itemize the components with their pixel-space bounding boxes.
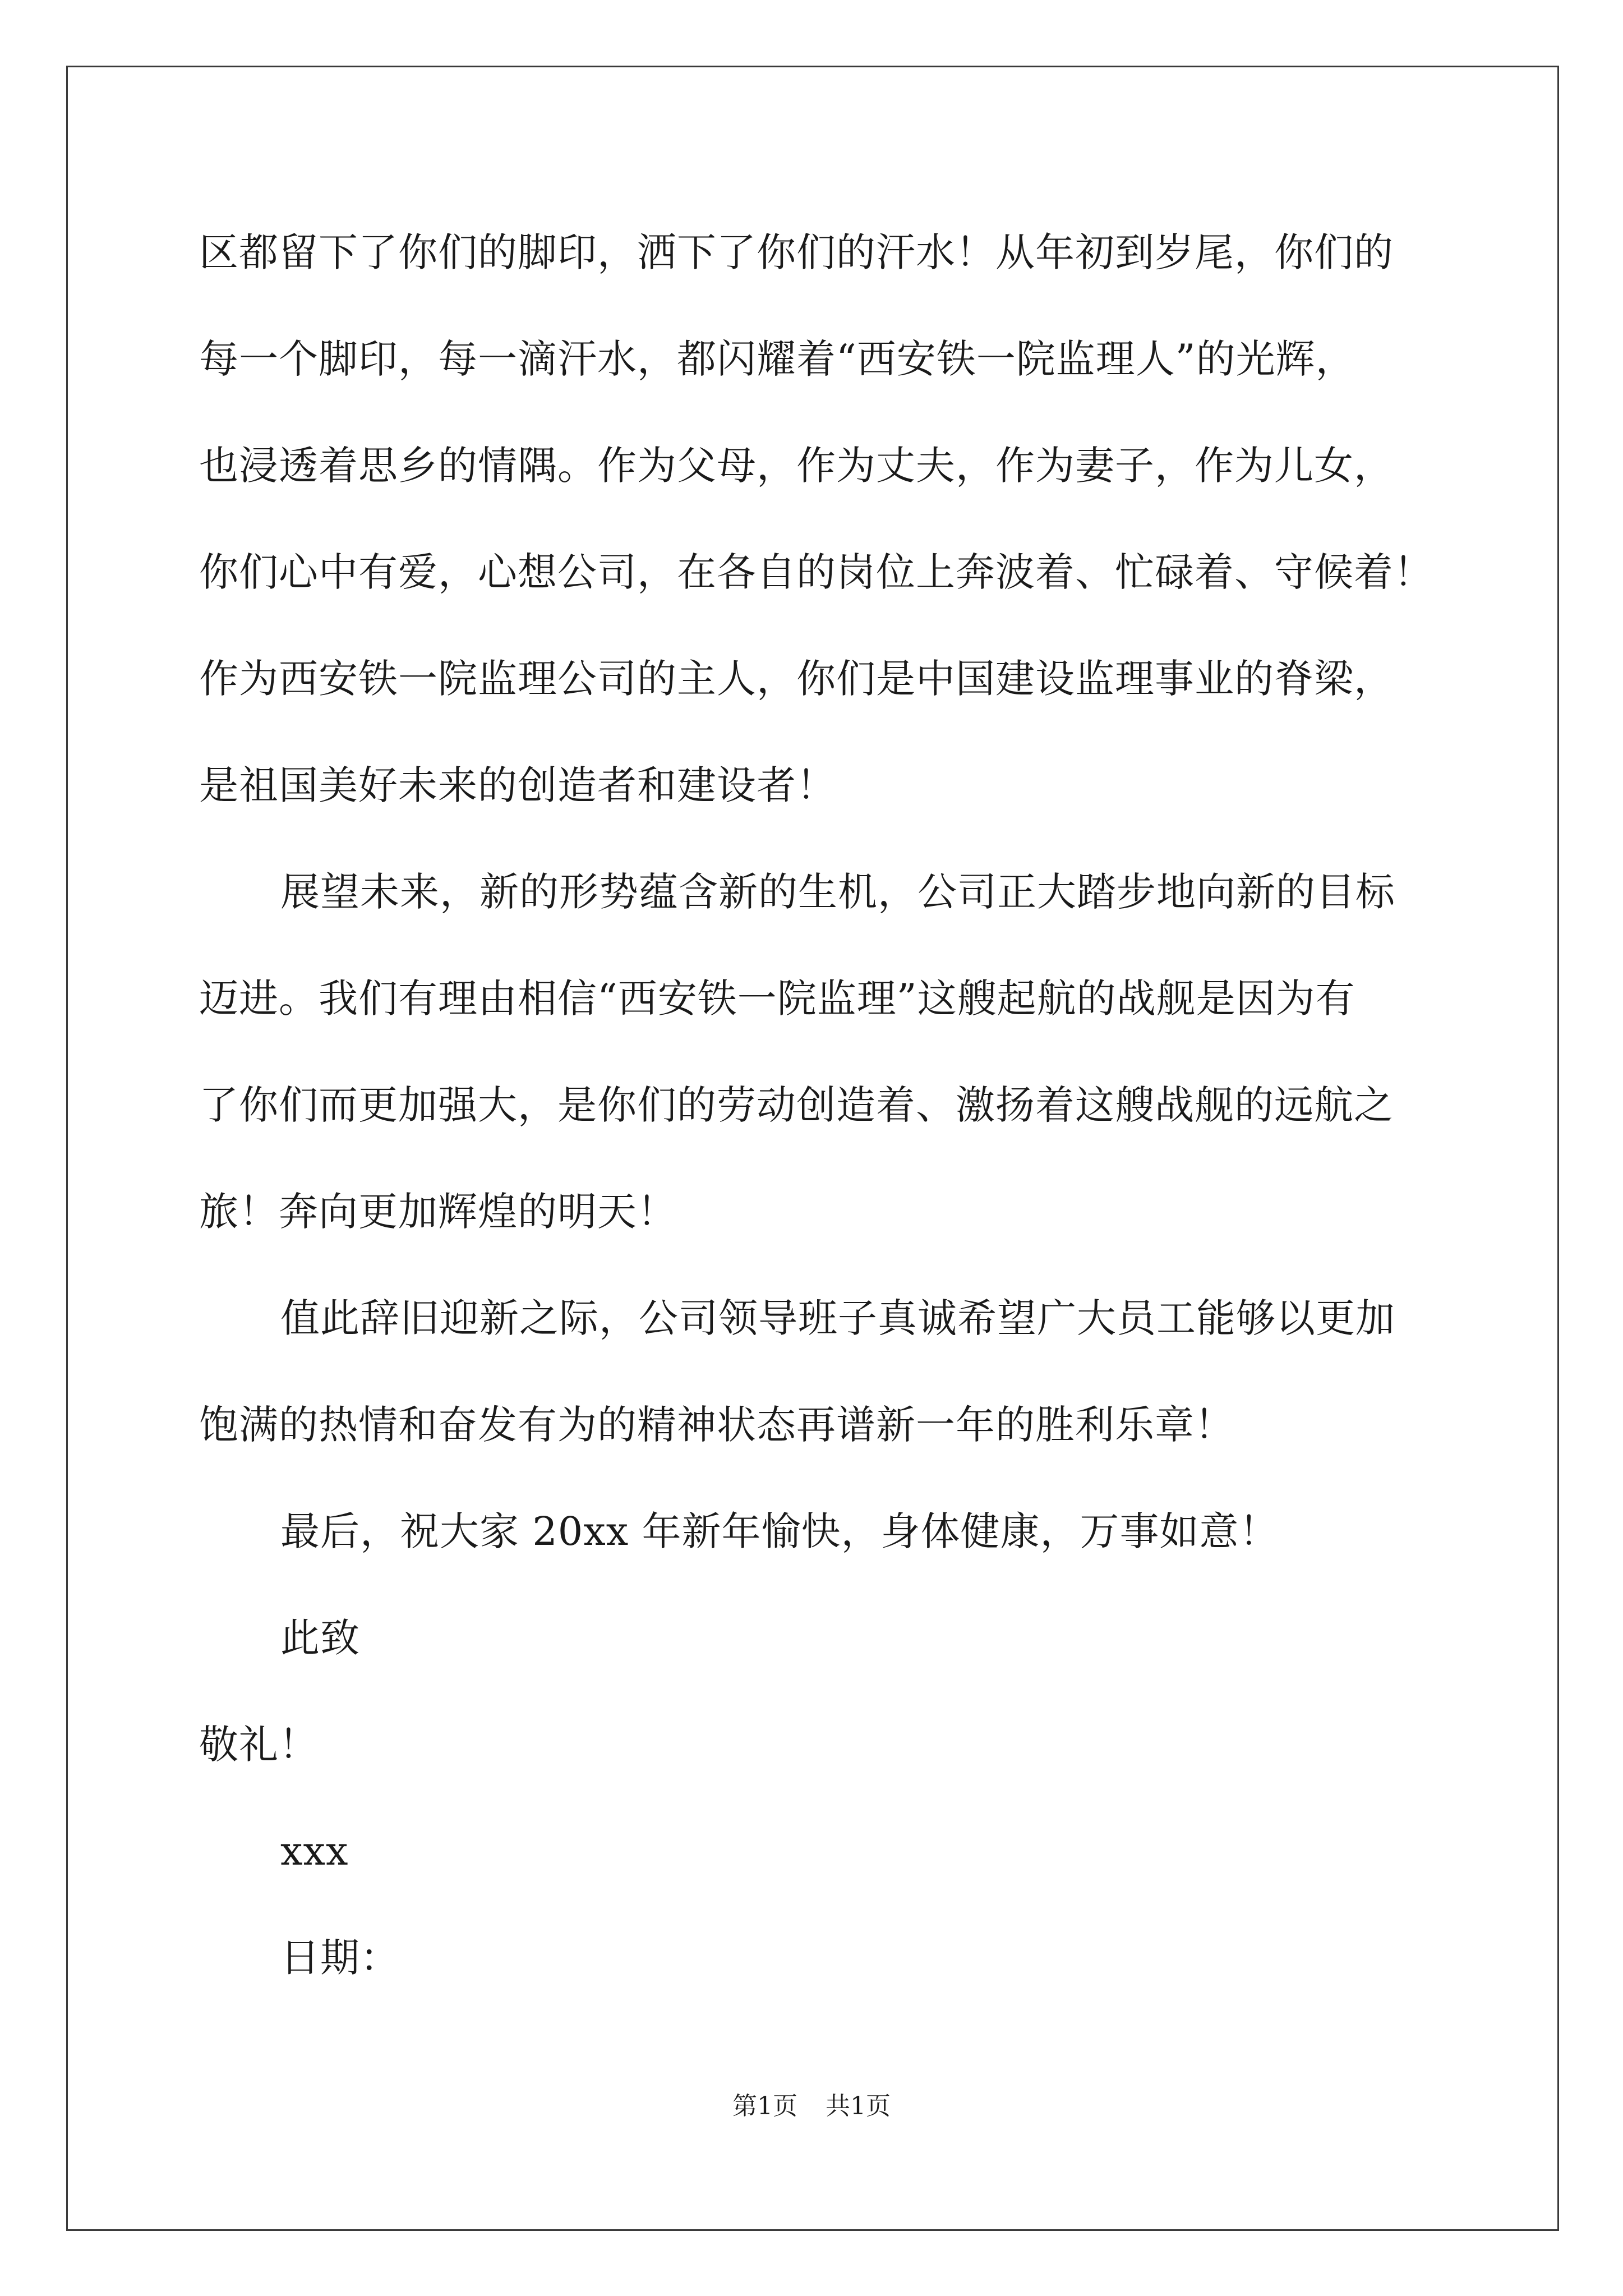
body-line: 每一个脚印，每一滴汗水，都闪耀着“西安铁一院监理人”的光辉， [199, 336, 1355, 382]
body-line: 饱满的热情和奋发有为的精神状态再谱新一年的胜利乐章！ [199, 1402, 1234, 1448]
body-line: 是祖国美好未来的创造者和建设者！ [199, 762, 836, 808]
body-line: 值此辞旧迎新之际，公司领导班子真诚希望广大员工能够以更加 [280, 1295, 1395, 1341]
date-label: 日期： [280, 1935, 400, 1981]
body-line: 展望未来，新的形势蕴含新的生机，公司正大踏步地向新的目标 [280, 869, 1395, 915]
signature: xxx [280, 1828, 349, 1874]
closing-regards: 敬礼！ [199, 1722, 319, 1768]
body-line: 你们心中有爱，心想公司，在各自的岗位上奔波着、忙碌着、守候着！ [199, 549, 1433, 595]
page-total: 共1页 [826, 2092, 891, 2120]
closing-salutation: 此致 [280, 1615, 360, 1661]
body-line: 迈进。我们有理由相信“西安铁一院监理”这艘起航的战舰是因为有 [199, 976, 1355, 1022]
body-line: 旅！奔向更加辉煌的明天！ [199, 1189, 677, 1235]
body-line: 作为西安铁一院监理公司的主人，你们是中国建设监理事业的脊梁， [199, 656, 1394, 702]
page-number: 第1页 [732, 2092, 797, 2120]
body-line: 了你们而更加强大，是你们的劳动创造着、激扬着这艘战舰的远航之 [199, 1082, 1394, 1128]
body-line: 最后，祝大家 20xx 年新年愉快，身体健康，万事如意！ [280, 1508, 1279, 1554]
body-line: 区都留下了你们的脚印，洒下了你们的汗水！从年初到岁尾，你们的 [199, 229, 1394, 275]
body-line: 也浸透着思乡的情隅。作为父母，作为丈夫，作为妻子，作为儿女， [199, 443, 1394, 489]
page-footer [0, 2090, 1623, 2123]
page-border [66, 66, 1559, 2231]
